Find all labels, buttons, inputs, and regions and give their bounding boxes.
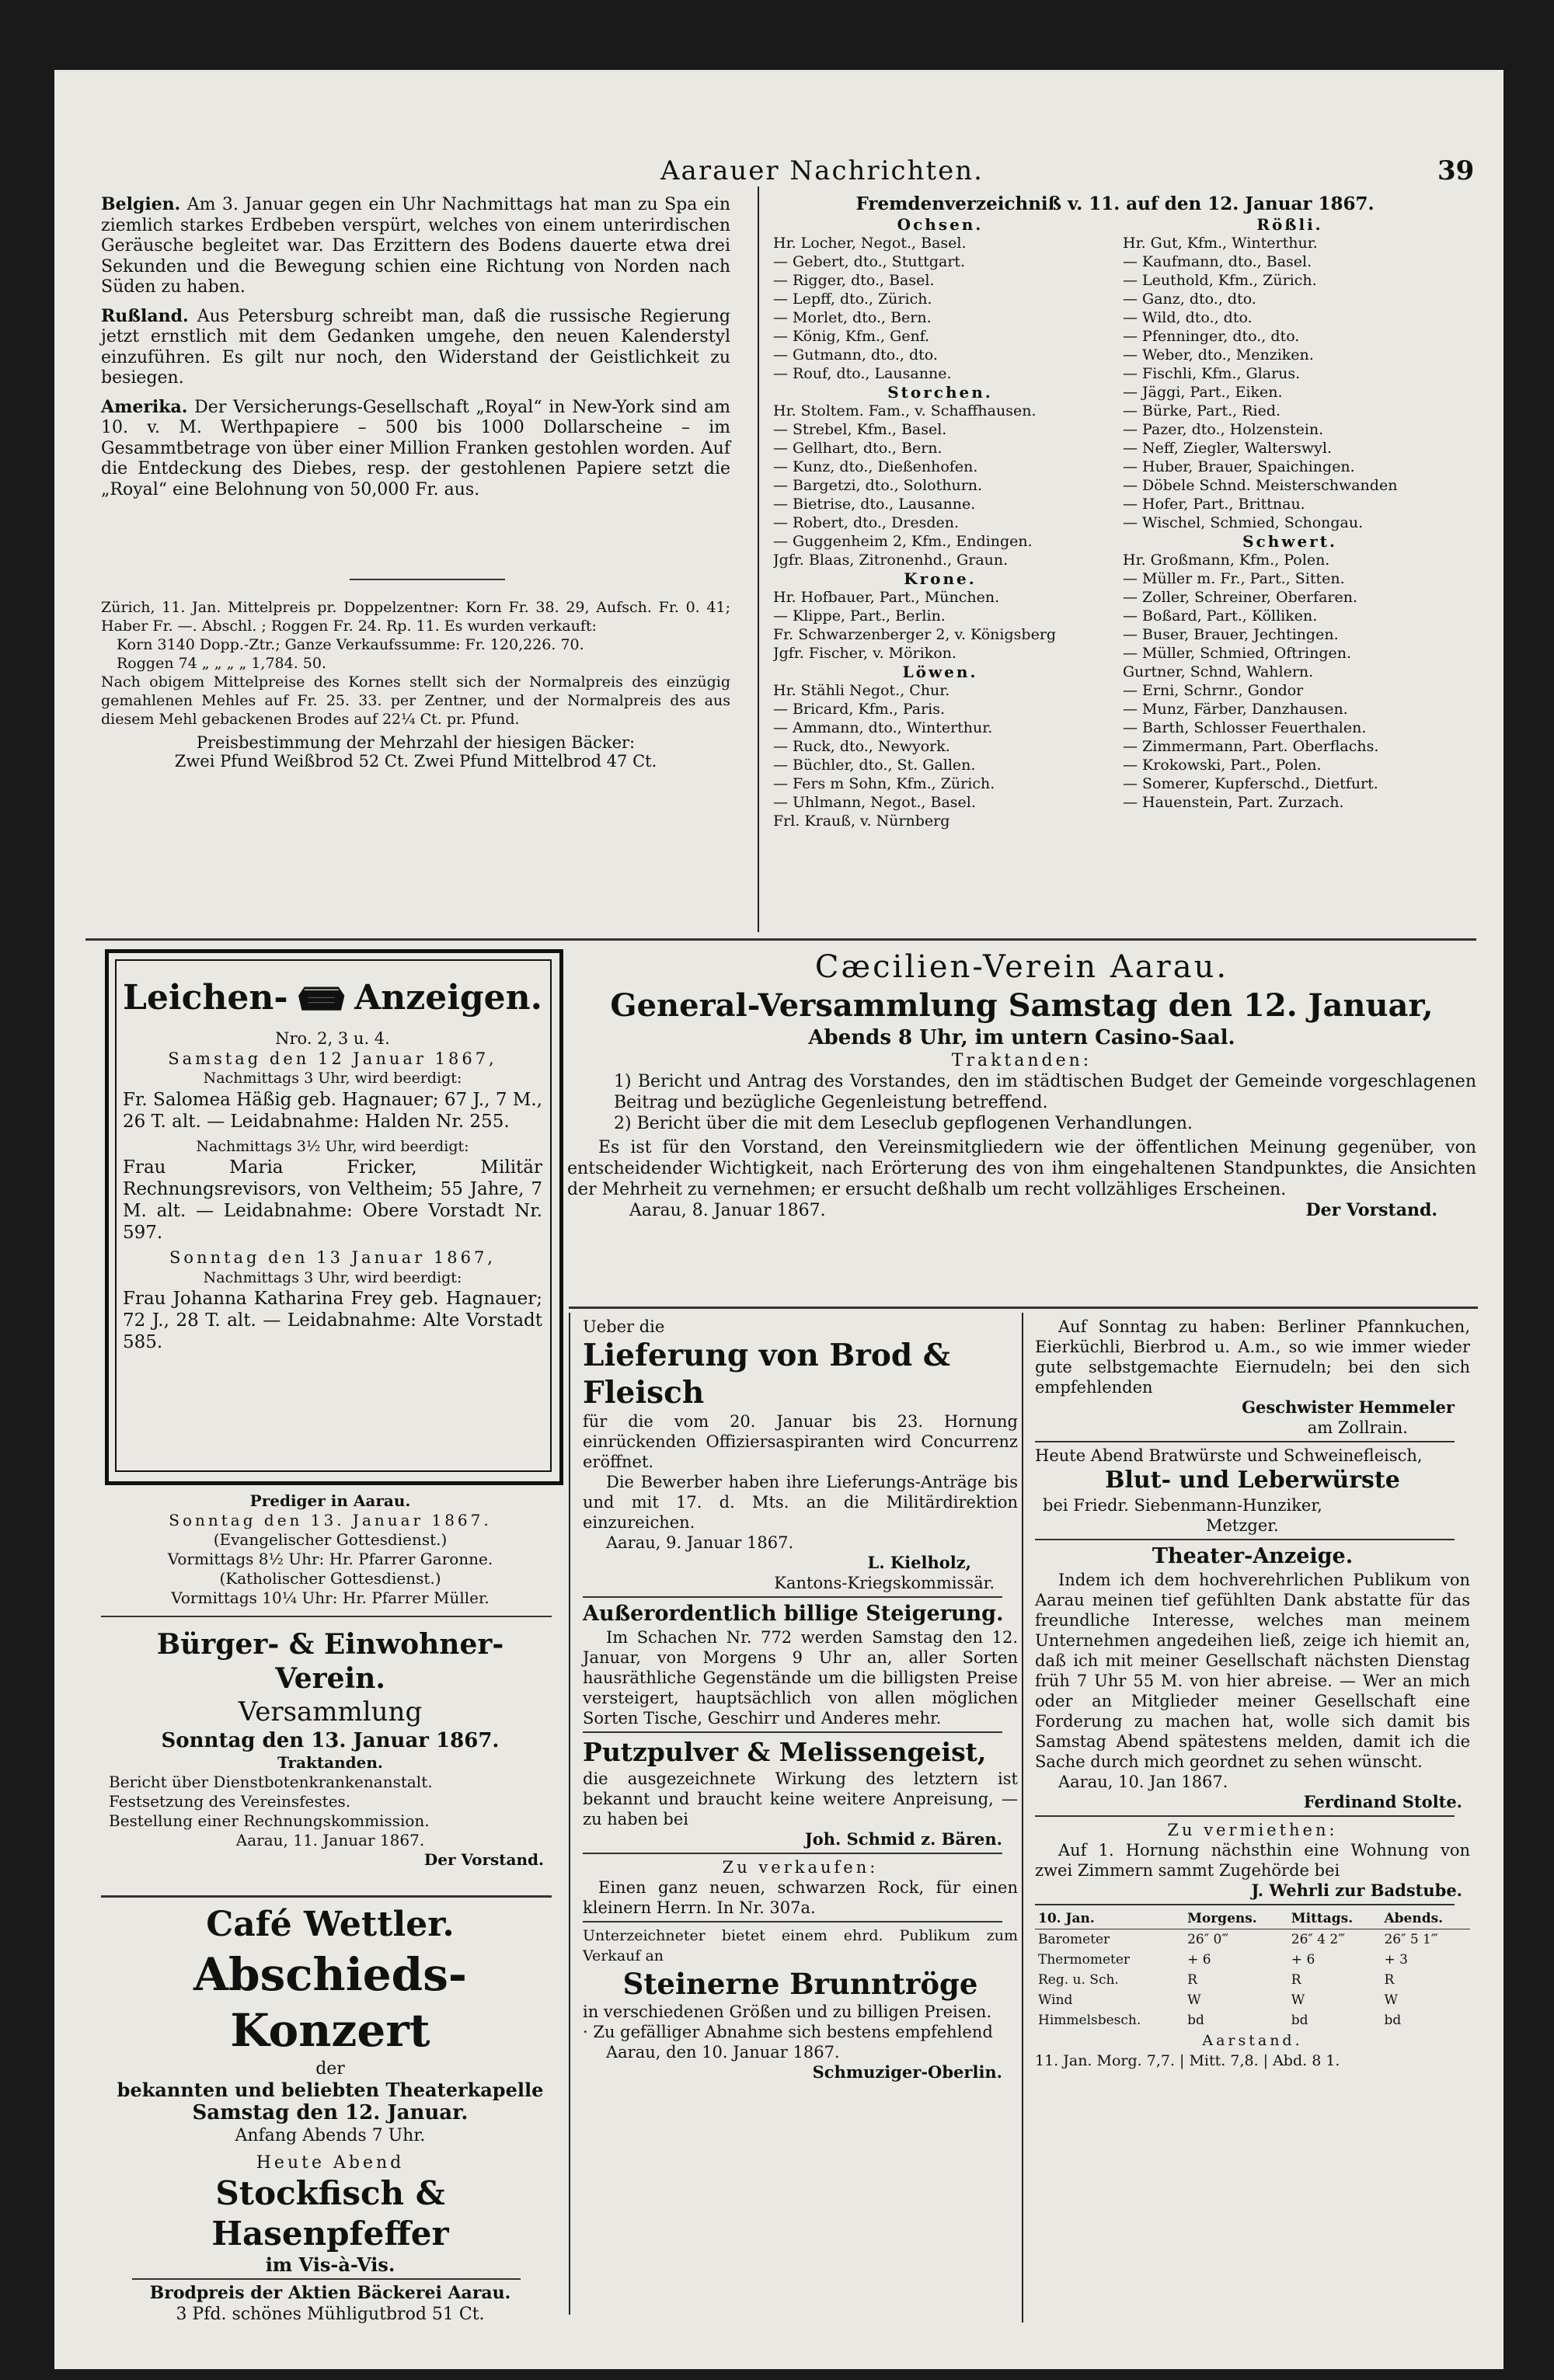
caecilien-ad [567, 948, 1476, 1221]
weather-cell: + 6 [1291, 1952, 1315, 1968]
news-column [101, 194, 730, 500]
divider [1035, 1539, 1455, 1540]
concert-title: Abschieds-Konzert [193, 1948, 467, 2057]
register-guest: — Leuthold, Kfm., Zürich. [1123, 271, 1317, 289]
concert-band: bekannten und beliebten Theaterkapelle [117, 2079, 544, 2101]
market-line: Korn 3140 Dopp.-Ztr.; Ganze Verkaufssumme: Fr. 120,226. 70. [117, 636, 584, 653]
brunntroege-body2: · Zu gefälliger Abnahme sich bestens empfehlend [583, 2023, 993, 2041]
cafe-wettler-ad [101, 1903, 559, 2325]
register-guest: — Huber, Brauer, Spaichingen. [1123, 458, 1355, 475]
weather-header: Mittags. [1288, 1909, 1382, 1929]
bratwurst-title: Blut- und Leberwürste [1105, 1467, 1400, 1494]
association-signature: Der Vorstand. [423, 1850, 544, 1869]
lieferung-body: für die vom 20. Januar bis 23. Hornung einrückenden Offiziersaspiranten wird Concurrenz eröffnet. [583, 1412, 1018, 1471]
berliner-signature: Geschwister Hemmeler [1242, 1397, 1455, 1417]
register-guest: — Pazer, dto., Holzenstein. [1123, 420, 1324, 438]
register-guest: — Müller, Schmied, Oftringen. [1123, 644, 1351, 662]
register-guest: Gurtner, Schnd, Wahlern. [1123, 663, 1314, 680]
weather-cell: R [1291, 1972, 1301, 1988]
register-hotel-name: Krone. [904, 569, 977, 588]
divider [350, 579, 505, 580]
river-level-line: 11. Jan. Morg. 7,7. | Mitt. 7,8. | Abd. 8 1. [1035, 2052, 1340, 2069]
bakers-title: Preisbestimmung der Mehrzahl der hiesigen Bäcker: [196, 733, 636, 752]
association-traktanden: Traktanden. [277, 1753, 383, 1772]
column-rule [758, 186, 759, 932]
sermon-line: (Katholischer Gottesdienst.) [219, 1569, 441, 1588]
divider [583, 1853, 1002, 1854]
association-place: Aarau, 11. Januar 1867. [235, 1831, 425, 1849]
weather-row [1035, 1929, 1470, 1950]
verkaufen-body: Einen ganz neuen, schwarzen Rock, für einen kleinern Herrn. In Nr. 307a. [583, 1878, 1018, 1917]
association-title: Bürger- & Einwohner-Verein. [156, 1628, 504, 1695]
divider [132, 2278, 521, 2280]
divider [583, 1921, 1002, 1922]
funeral-date: Sonntag den 13 Januar 1867, [169, 1248, 496, 1267]
bread-price-title: Brodpreis der Aktien Bäckerei Aarau. [149, 2283, 511, 2303]
concert-start: Anfang Abends 7 Uhr. [235, 2126, 426, 2145]
sermon-notice [109, 1491, 552, 1608]
register-guest: — Wild, dto., dto. [1123, 308, 1253, 326]
caecilien-place: Aarau, 8. Januar 1867. [629, 1201, 826, 1220]
brunntroege-signature: Schmuziger-Oberlin. [812, 2062, 1002, 2082]
divider [1035, 1441, 1455, 1442]
weather-cell: bd [1187, 2013, 1204, 2028]
register-title: Fremdenverzeichniß v. 11. auf den 12. Januar 1867. [855, 193, 1375, 214]
register-guest: — Bietrise, dto., Lausanne. [773, 495, 976, 513]
register-guest: — Bricard, Kfm., Paris. [773, 700, 946, 718]
cafe-title: Café Wettler. [206, 1905, 455, 1944]
funeral-date: Samstag den 12 Januar 1867, [168, 1049, 497, 1068]
association-sub: Versammlung [238, 1696, 423, 1728]
caecilien-sub: Abends 8 Uhr, im untern Casino-Saal. [808, 1026, 1235, 1049]
register-guest: — Zoller, Schreiner, Oberfaren. [1123, 588, 1358, 606]
weather-row [1035, 2010, 1470, 2030]
association-item: Festsetzung des Vereinsfestes. [109, 1792, 351, 1811]
page-header-title: Aarauer Nachrichten. [660, 155, 984, 186]
weather-cell: Wind [1038, 1992, 1073, 2008]
weather-header: Morgens. [1184, 1909, 1288, 1929]
register-right [1123, 215, 1457, 830]
caecilien-signature: Der Vorstand. [1305, 1200, 1437, 1220]
right-column [1035, 1317, 1470, 2071]
funeral-title: Leichen- Anzeigen. [123, 967, 542, 1029]
register-guest: — Pfenninger, dto., dto. [1123, 327, 1300, 345]
lieferung-signature: L. Kielholz, [867, 1553, 971, 1572]
register-guest: — Weber, dto., Menziken. [1123, 346, 1314, 364]
weather-cell: Thermometer [1038, 1952, 1131, 1968]
market-line: Zürich, 11. Jan. Mittelpreis pr. Doppelzentner: Korn Fr. 38. 29, Aufsch. Fr. 0. 41; Haber Fr. —. Abschl. ; Roggen Fr. 24. Rp. 11. Es wurden verkauft: [101, 599, 730, 635]
dish-place: im Vis-à-Vis. [265, 2253, 395, 2276]
putzpulver-body: die ausgezeichnete Wirkung des letztern ist bekannt und braucht keine weitere Anpreisung, — zu haben bei [583, 1769, 1018, 1828]
weather-cell: R [1187, 1972, 1197, 1988]
page-number: 39 [1437, 155, 1475, 186]
association-date: Sonntag den 13. Januar 1867. [161, 1729, 500, 1752]
coffin-icon [294, 974, 348, 1022]
register-guest: — Gebert, dto., Stuttgart. [773, 252, 966, 270]
column-rule [569, 1313, 570, 2315]
sermon-line: Vormittags 8½ Uhr: Hr. Pfarrer Garonne. [167, 1550, 493, 1568]
register-guest: — Wischel, Schmied, Schongau. [1123, 513, 1364, 531]
funeral-entry: Fr. Salomea Häßig geb. Hagnauer; 67 J., 7 M., 26 T. alt. — Leidabnahme: Halden Nr. 255. [123, 1089, 542, 1132]
divider [101, 1616, 552, 1617]
weather-row [1035, 1970, 1470, 1990]
register-guest: — Jäggi, Part., Eiken. [1123, 383, 1283, 401]
bread-price-line: 3 Pfd. schönes Mühligutbrod 51 Ct. [176, 2305, 485, 2324]
vermiethen-body: Auf 1. Hornung nächsthin eine Wohnung von zwei Zimmern sammt Zugehörde bei [1035, 1841, 1470, 1880]
register-guest: — Klippe, Part., Berlin. [773, 607, 946, 625]
weather-row [1035, 1950, 1470, 1970]
column-rule [1022, 1313, 1023, 2323]
lieferung-title: Lieferung von Brod & Fleisch [583, 1338, 950, 1411]
divider [583, 1731, 1002, 1733]
weather-header: 10. Jan. [1035, 1909, 1184, 1929]
register-guest: — Neff, Ziegler, Walterswyl. [1123, 439, 1332, 457]
funeral-numbers: Nro. 2, 3 u. 4. [275, 1029, 390, 1048]
funeral-entry: Frau Maria Fricker, Militär Rechnungsrevisors, von Veltheim; 55 Jahre, 7 M. alt. — Leidabnahme: Obere Vorstadt Nr. 597. [123, 1157, 542, 1243]
brunntroege-intro: Unterzeichneter bietet einem ehrd. Publikum zum Verkauf an [583, 1927, 1018, 1964]
register-hotel-name: Löwen. [902, 662, 978, 681]
register-guest: — Rigger, dto., Basel. [773, 271, 935, 289]
caecilien-item: 2) Bericht über die mit dem Leseclub gepflogenen Verhandlungen. [614, 1114, 1193, 1133]
sermon-line: (Evangelischer Gottesdienst.) [213, 1530, 448, 1549]
theater-title: Theater-Anzeige. [1152, 1544, 1354, 1568]
register-guest: — Fischli, Kfm., Glarus. [1123, 364, 1301, 382]
weather-cell: Barometer [1038, 1932, 1110, 1947]
caecilien-title: Cæcilien-Verein Aarau. [814, 949, 1229, 985]
weather-cell: + 3 [1384, 1952, 1408, 1968]
bratwurst-line: Heute Abend Bratwürste und Schweinefleisch, [1035, 1446, 1423, 1465]
register-guest: — Erni, Schrnr., Gondor [1123, 681, 1304, 699]
register-guest: — Ganz, dto., dto. [1123, 290, 1256, 308]
divider [101, 1895, 552, 1898]
vermiethen-title: Zu vermiethen: [1167, 1821, 1338, 1839]
market-line: Nach obigem Mittelpreise des Kornes stellt sich der Normalpreis des einzügig gemahlenen Mehles auf Fr. 25. 33. per Zentner, und der Normalpreis des aus diesem Mehl gebackenen Brodes auf 22¼ Ct. pr. Pfund. [101, 673, 730, 728]
weather-cell: R [1384, 1972, 1395, 1988]
bakers-line: Zwei Pfund Weißbrod 52 Ct. Zwei Pfund Mittelbrod 47 Ct. [174, 752, 657, 771]
register-guest: — Döbele Schnd. Meisterschwanden [1123, 476, 1398, 494]
guest-register [773, 194, 1457, 830]
weather-cell: W [1291, 1992, 1305, 2008]
weather-header-row [1035, 1909, 1470, 1929]
funeral-time: Nachmittags 3 Uhr, wird beerdigt: [203, 1268, 462, 1286]
register-guest: — König, Kfm., Genf. [773, 327, 930, 345]
sermon-date: Sonntag den 13. Januar 1867. [169, 1511, 492, 1529]
lieferung-body2: Die Bewerber haben ihre Lieferungs-Anträge bis und mit 17. d. Mts. an die Militärdirektion einzureichen. [583, 1473, 1018, 1532]
register-guest: — Robert, dto., Dresden. [773, 513, 960, 531]
brunntroege-body: in verschiedenen Größen und zu billigen Preisen. [583, 2002, 992, 2021]
association-item: Bericht über Dienstbotenkrankenanstalt. [109, 1773, 433, 1791]
citizens-association [109, 1627, 552, 1870]
caecilien-body: Es ist für den Vorstand, den Vereinsmitgliedern wie der öffentlichen Meinung gegenüber, von entscheidender Wichtigkeit, nach Erörterung des von ihm eingehaltenen Standpunktes, die Ansichten der Mehrheit zu vernehmen; er ersucht deßhalb um recht vollzähliges Erscheinen. [567, 1138, 1476, 1199]
register-columns [773, 215, 1457, 830]
caecilien-footer [567, 1200, 1476, 1221]
sermon-line: Vormittags 10¼ Uhr: Hr. Pfarrer Müller. [171, 1588, 490, 1607]
brunntroege-title: Steinerne Brunntröge [622, 1967, 978, 2001]
register-guest: — Munz, Färber, Danzhausen. [1123, 700, 1348, 718]
caecilien-headline: General-Versammlung Samstag den 12. Januar, [610, 987, 1434, 1024]
register-guest: — Boßard, Part., Kölliken. [1123, 607, 1318, 625]
register-guest: Hr. Stähli Negot., Chur. [773, 681, 950, 699]
register-guest: — Uhlmann, Negot., Basel. [773, 793, 976, 811]
caecilien-item: 1) Bericht und Antrag des Vorstandes, den im städtischen Budget der Gemeinde vorgeschlagenen Beitrag und bezügliche Gegenleistung betreffend. [614, 1072, 1476, 1112]
weather-cell: W [1384, 1992, 1398, 2008]
weather-cell: Himmelsbesch. [1038, 2013, 1141, 2028]
steigerung-title: Außerordentlich billige Steigerung. [583, 1602, 1004, 1626]
concert-date: Samstag den 12. Januar. [192, 2101, 469, 2124]
berliner-body: Auf Sonntag zu haben: Berliner Pfannkuchen, Eierküchli, Bierbrod u. A.m., so wie immer wieder gute selbstgemachte Eiernudeln; bei den sich empfehlenden [1035, 1317, 1470, 1397]
theater-place: Aarau, 10. Jan 1867. [1058, 1773, 1228, 1791]
weather-cell: 26″ 5 1‴ [1384, 1932, 1438, 1947]
divider [569, 1307, 1478, 1309]
theater-body: Indem ich dem hochverehrlichen Publikum von Aarau meinen tief gefühlten Dank abstatte für das freundliche Interesse, welches man meinem Unternehmen angedeihen ließ, zeige ich hiemit an, daß ich mit meiner Gesellschaft nächsten Dienstag früh 7 Uhr 55 M. von hier abreise. — Wer an mich oder an Mitglieder meiner Gesellschaft eine Forderung zu machen hat, wolle sich damit bis Samstag Abend spätestens melden, damit ich die Sache durch mich geordnet zu sehen wünscht. [1035, 1571, 1470, 1771]
register-guest: — Kunz, dto., Dießenhofen. [773, 458, 978, 475]
register-left [773, 215, 1107, 830]
register-guest: — Büchler, dto., St. Gallen. [773, 756, 976, 774]
funeral-notices [123, 967, 542, 1353]
sermon-title: Prediger in Aarau. [249, 1491, 411, 1510]
news-item-america: Amerika. Der Versicherungs-Gesellschaft „Royal“ in New-York sind am 10. v. M. Werthpapiere – 500 bis 1000 Dollarscheine – im Gesammtbetrage von über einer Million Franken gestohlen worden. Auf die Entdeckung des Diebes, resp. der gestohlenen Papiere setzt die „Royal“ eine Belohnung von 50,000 Fr. aus. [101, 396, 730, 499]
register-hotel-name: Storchen. [887, 382, 993, 402]
weather-cell: W [1187, 1992, 1201, 2008]
register-guest: Hr. Hofbauer, Part., München. [773, 588, 1000, 606]
register-guest: — Hofer, Part., Brittnau. [1123, 495, 1305, 513]
theater-signature: Ferdinand Stolte. [1303, 1792, 1462, 1811]
register-guest: Hr. Stoltem. Fam., v. Schaffhausen. [773, 402, 1037, 419]
register-guest: Jgfr. Blaas, Zitronenhd., Graun. [773, 551, 1009, 569]
register-guest: — Kaufmann, dto., Basel. [1123, 252, 1312, 270]
register-guest: — Gellhart, dto., Bern. [773, 439, 943, 457]
register-guest: — Gutmann, dto., dto. [773, 346, 938, 364]
register-guest: Fr. Schwarzenberger 2, v. Königsberg [773, 625, 1057, 643]
register-hotel-name: Rößli. [1256, 214, 1323, 234]
weather-cell: 26″ 0‴ [1187, 1932, 1229, 1947]
register-guest: Frl. Krauß, v. Nürnberg [773, 812, 950, 830]
lieferung-place: Aarau, 9. Januar 1867. [606, 1533, 794, 1552]
register-hotel-name: Ochsen. [897, 214, 984, 234]
register-guest: — Müller m. Fr., Part., Sitten. [1123, 569, 1345, 587]
news-item-belgium: Belgien. Am 3. Januar gegen ein Uhr Nachmittags hat man zu Spa ein ziemlich starkes Erdbeben verspürt, welches von einem unterirdischen Geräusche begleitet war. Das Erzittern des Bodens dauerte etwa drei Sekunden und die Bewegung schien eine Richtung von Norden nach Süden zu haben. [101, 194, 730, 297]
register-guest: — Bargetzi, dto., Solothurn. [773, 476, 983, 494]
divider [583, 1596, 1002, 1598]
weather-row [1035, 1990, 1470, 2010]
newspaper-page [54, 70, 1503, 2369]
weather-cell: Reg. u. Sch. [1038, 1972, 1119, 1988]
register-guest: — Buser, Brauer, Jechtingen. [1123, 625, 1339, 643]
divider [1035, 1815, 1455, 1817]
putzpulver-signature: Joh. Schmid z. Bären. [804, 1829, 1002, 1849]
register-guest: Jgfr. Fischer, v. Mörikon. [773, 644, 956, 662]
bratwurst-line: Metzger. [1206, 1516, 1279, 1535]
river-level-title: Aarstand. [1202, 2032, 1303, 2049]
caecilien-traktanden: Traktanden: [951, 1051, 1092, 1070]
news-item-russia: Rußland. Aus Petersburg schreibt man, daß die russische Regierung jetzt ernstlich mit dem Gedanken umgehe, den neuen Kalenderstyl einzuführen. Es gilt nur noch, den Widerstand der Geistlichkeit zu besiegen. [101, 305, 730, 388]
lieferung-ueber: Ueber die [583, 1317, 665, 1336]
dish-title: Stockfisch & Hasenpfeffer [211, 2174, 449, 2253]
register-guest: Hr. Großmann, Kfm., Polen. [1123, 551, 1330, 569]
weather-table [1035, 1909, 1470, 2030]
register-guest: — Fers m Sohn, Kfm., Zürich. [773, 774, 995, 792]
weather-cell: + 6 [1187, 1952, 1211, 1968]
funeral-entry: Frau Johanna Katharina Frey geb. Hagnauer; 72 J., 28 T. alt. — Leidabnahme: Alte Vorstadt 585. [123, 1289, 542, 1352]
weather-cell: bd [1291, 2013, 1308, 2028]
register-guest: — Zimmermann, Part. Oberflachs. [1123, 737, 1379, 755]
register-guest: — Guggenheim 2, Kfm., Endingen. [773, 532, 1033, 550]
register-guest: — Morlet, dto., Bern. [773, 308, 932, 326]
concert-der: der [315, 2059, 345, 2079]
putzpulver-title: Putzpulver & Melissengeist, [583, 1737, 987, 1767]
market-report [101, 598, 730, 771]
register-guest: Hr. Gut, Kfm., Winterthur. [1123, 234, 1318, 252]
register-guest: — Krokowski, Part., Polen. [1123, 756, 1322, 774]
weather-header: Abends. [1381, 1909, 1470, 1929]
funeral-time: Nachmittags 3 Uhr, wird beerdigt: [203, 1070, 462, 1087]
section-divider [85, 938, 1476, 941]
middle-column [583, 1317, 1018, 2082]
register-guest: — Lepff, dto., Zürich. [773, 290, 932, 308]
verkaufen-title: Zu verkaufen: [722, 1858, 879, 1877]
register-guest: — Rouf, dto., Lausanne. [773, 364, 952, 382]
register-guest: Hr. Locher, Negot., Basel. [773, 234, 967, 252]
steigerung-body: Im Schachen Nr. 772 werden Samstag den 12. Januar, von Morgens 9 Uhr an, aller Sorten hausräthliche Gegenstände um die billigsten Preise versteigert, hauptsächlich von allen möglichen Sorten Tische, Geschirr und Anderes mehr. [583, 1628, 1018, 1728]
register-guest: — Ammann, dto., Winterthur. [773, 719, 993, 736]
vermiethen-signature: J. Wehrli zur Badstube. [1251, 1881, 1462, 1900]
divider [1035, 1904, 1455, 1905]
bratwurst-line: bei Friedr. Siebenmann-Hunziker, [1043, 1496, 1322, 1515]
weather-cell: bd [1384, 2013, 1402, 2028]
register-hotel-name: Schwert. [1242, 531, 1337, 551]
register-guest: — Barth, Schlosser Feuerthalen. [1123, 719, 1367, 736]
brunntroege-place: Aarau, den 10. Januar 1867. [606, 2043, 840, 2062]
berliner-signature2: am Zollrain. [1307, 1418, 1408, 1437]
association-item: Bestellung einer Rechnungskommission. [109, 1811, 430, 1830]
funeral-time: Nachmittags 3½ Uhr, wird beerdigt: [196, 1137, 469, 1155]
register-guest: — Hauenstein, Part. Zurzach. [1123, 793, 1344, 811]
lieferung-signature2: Kantons-Kriegskommissär. [774, 1574, 995, 1592]
market-line: Roggen 74 „ „ „ „ 1,784. 50. [117, 655, 327, 672]
dish-heute: Heute Abend [256, 2153, 405, 2173]
register-guest: — Bürke, Part., Ried. [1123, 402, 1281, 419]
weather-cell: 26″ 4 2‴ [1291, 1932, 1346, 1947]
register-guest: — Somerer, Kupferschd., Dietfurt. [1123, 774, 1378, 792]
register-guest: — Ruck, dto., Newyork. [773, 737, 950, 755]
register-guest: — Strebel, Kfm., Basel. [773, 420, 947, 438]
